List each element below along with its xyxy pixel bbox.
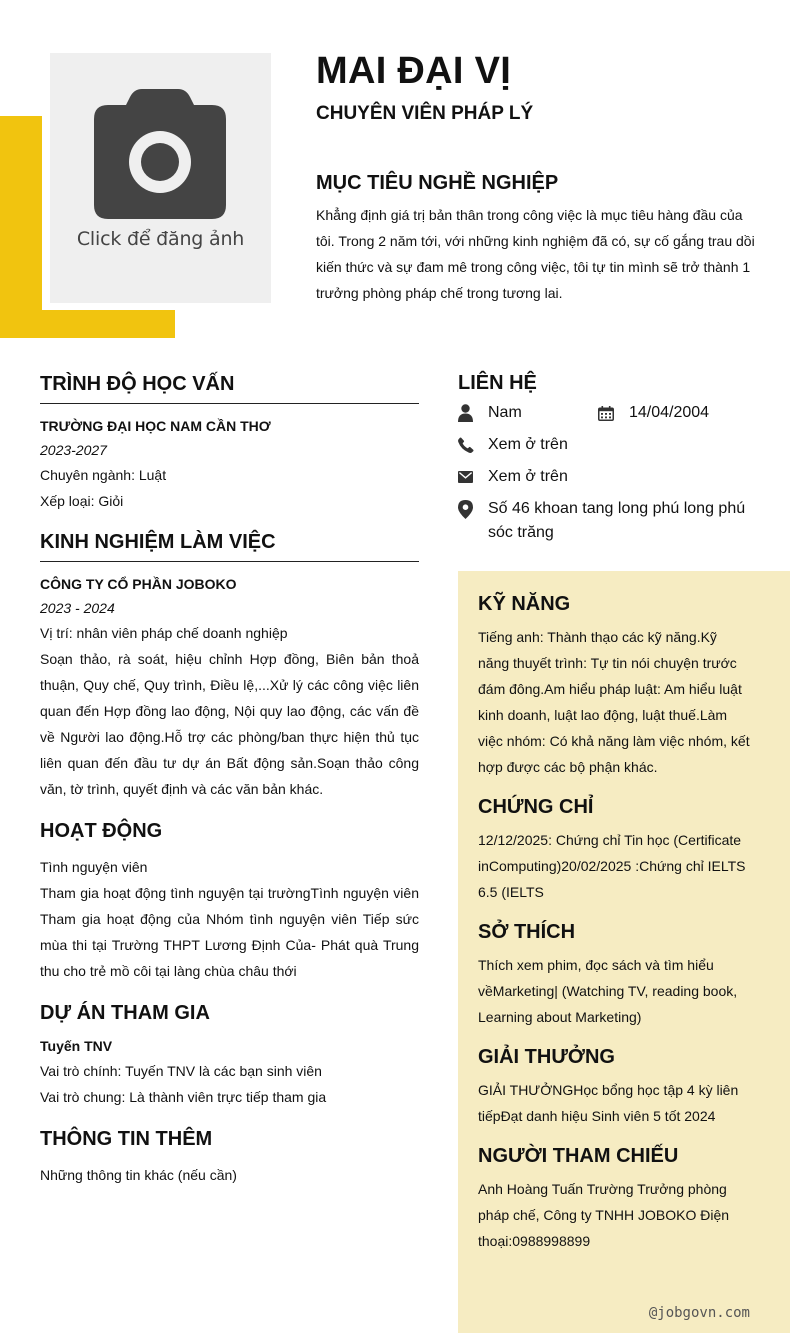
side-panel bbox=[458, 571, 790, 1333]
company-name: CÔNG TY CỔ PHẦN JOBOKO bbox=[40, 576, 237, 592]
photo-caption: Click để đăng ảnh bbox=[76, 228, 245, 250]
accent-bar-vertical bbox=[0, 116, 42, 338]
project-main-role: Vai trò chính: Tuyến TNV là các bạn sinh viên bbox=[40, 1063, 322, 1079]
activity-description: Tham gia hoạt động tình nguyện tại trườngTình nguyện viên Tham gia hoạt động của Nhóm tình nguyện viên Tiếp sức mùa thi tại Trường THPT Lương Định Của- Phát quà Trung thu cho trẻ mồ côi tại làng chùa châu thới bbox=[40, 885, 419, 979]
projects-section bbox=[40, 1002, 419, 1110]
education-section bbox=[40, 373, 419, 514]
experience-description: Soạn thảo, rà soát, hiệu chỉnh Hợp đồng, Biên bản thoả thuận, Quy chế, Quy trình, Điều lệ,...Xử lý các công việc liên quan đến Hợp đồng lao động, Nội quy lao động, các vấn đề về Người lao động.Hỗ trợ các phòng/ban thực hiện thủ tục liên quan đến đầu tư dự án Bất động sản.Soạn thảo công văn, tờ trình, quyết định và các văn bản khác. bbox=[40, 651, 419, 797]
hobbies-text: Thích xem phim, đọc sách và tìm hiểu vềMarketing| (Watching TV, reading book, Learning about Marketing) bbox=[478, 957, 738, 1025]
hobbies-section bbox=[478, 921, 750, 1030]
education-period: 2023-2027 bbox=[40, 442, 107, 458]
additional-text: Những thông tin khác (nếu cần) bbox=[40, 1167, 237, 1183]
contact-birthdate: 14/04/2004 bbox=[629, 404, 710, 421]
activities-title: HOẠT ĐỘNG bbox=[40, 820, 163, 842]
mail-icon bbox=[458, 465, 488, 489]
project-name: Tuyến TNV bbox=[40, 1038, 113, 1054]
experience-role: Vị trí: nhân viên pháp chế doanh nghiệp bbox=[40, 625, 288, 641]
location-pin-icon bbox=[458, 497, 488, 521]
certificates-text: 12/12/2025: Chứng chỉ Tin học (Certificate inComputing)20/02/2025 :Chứng chỉ IELTS 6.5 (IELTS bbox=[478, 832, 746, 900]
contact-row-address bbox=[458, 497, 758, 545]
education-title: TRÌNH ĐỘ HỌC VẤN bbox=[40, 373, 419, 404]
contact-section bbox=[458, 372, 758, 553]
project-general-role: Vai trò chung: Là thành viên trực tiếp tham gia bbox=[40, 1089, 327, 1105]
references-section bbox=[478, 1145, 750, 1254]
watermark: @jobgovn.com bbox=[648, 1305, 750, 1321]
contact-email: Xem ở trên bbox=[488, 468, 568, 485]
objective-text: Khẳng định giá trị bản thân trong công việc là mục tiêu hàng đầu của tôi. Trong 2 năm tới, với những kinh nghiệm đã có, sự cố gắng trau dồi kiến thức và sự đam mê trong công việc, tôi tự tin mình sẽ trở thành 1 trưởng phòng pháp chế trong tương lai. bbox=[316, 207, 755, 301]
additional-section bbox=[40, 1128, 419, 1188]
contact-gender: Nam bbox=[488, 404, 522, 421]
skills-title: KỸ NĂNG bbox=[478, 593, 571, 615]
projects-title: DỰ ÁN THAM GIA bbox=[40, 1002, 210, 1024]
activities-section bbox=[40, 820, 419, 984]
certificates-section bbox=[478, 796, 750, 905]
phone-icon bbox=[458, 433, 488, 457]
hobbies-title: SỞ THÍCH bbox=[478, 921, 576, 943]
skills-text: Tiếng anh: Thành thạo các kỹ năng.Kỹ năng thuyết trình: Tự tin nói chuyện trước đám đông.Am hiểu pháp luật: Am hiểu luật kinh doanh, luật lao động, luật thuế.Làm việc nhóm: Có khả năng làm việc nhóm, kết hợp được các bộ phận khác. bbox=[478, 629, 750, 775]
accent-bar-horizontal bbox=[0, 310, 175, 338]
side-panel-content bbox=[478, 593, 750, 1270]
contact-address: Số 46 khoan tang long phú long phú sóc trăng bbox=[488, 500, 746, 541]
certificates-title: CHỨNG CHỈ bbox=[478, 796, 594, 818]
experience-period: 2023 - 2024 bbox=[40, 600, 115, 616]
additional-title: THÔNG TIN THÊM bbox=[40, 1128, 213, 1150]
experience-section bbox=[40, 531, 419, 802]
camera-icon bbox=[94, 89, 226, 219]
contact-phone: Xem ở trên bbox=[488, 436, 568, 453]
experience-title: KINH NGHIỆM LÀM VIỆC bbox=[40, 531, 419, 562]
awards-text: GIẢI THƯỞNGHọc bổng học tập 4 kỳ liên tiếpĐạt danh hiệu Sinh viên 5 tốt 2024 bbox=[478, 1082, 739, 1124]
candidate-name: MAI ĐẠI VỊ bbox=[316, 50, 512, 92]
contact-row-gender-birthdate bbox=[458, 401, 758, 425]
skills-section bbox=[478, 593, 750, 780]
education-major: Chuyên ngành: Luật bbox=[40, 467, 167, 483]
objective-section bbox=[316, 172, 756, 306]
awards-title: GIẢI THƯỞNG bbox=[478, 1046, 615, 1068]
awards-section bbox=[478, 1046, 750, 1129]
person-icon bbox=[458, 401, 488, 425]
school-name: TRƯỜNG ĐẠI HỌC NAM CẦN THƠ bbox=[40, 418, 271, 434]
main-column bbox=[40, 373, 419, 1188]
education-grade: Xếp loại: Giỏi bbox=[40, 493, 124, 509]
contact-row-email bbox=[458, 465, 758, 489]
activity-name: Tình nguyện viên bbox=[40, 859, 148, 875]
calendar-icon bbox=[598, 401, 629, 425]
objective-title: MỤC TIÊU NGHỀ NGHIỆP bbox=[316, 172, 559, 194]
contact-row-phone bbox=[458, 433, 758, 457]
contact-title: LIÊN HỆ bbox=[458, 372, 537, 394]
references-title: NGƯỜI THAM CHIẾU bbox=[478, 1145, 679, 1167]
references-text: Anh Hoàng Tuấn Trường Trưởng phòng pháp chế, Công ty TNHH JOBOKO Điện thoại:0988998899 bbox=[478, 1181, 730, 1249]
candidate-position: CHUYÊN VIÊN PHÁP LÝ bbox=[316, 103, 534, 124]
avatar-upload[interactable] bbox=[50, 53, 271, 303]
